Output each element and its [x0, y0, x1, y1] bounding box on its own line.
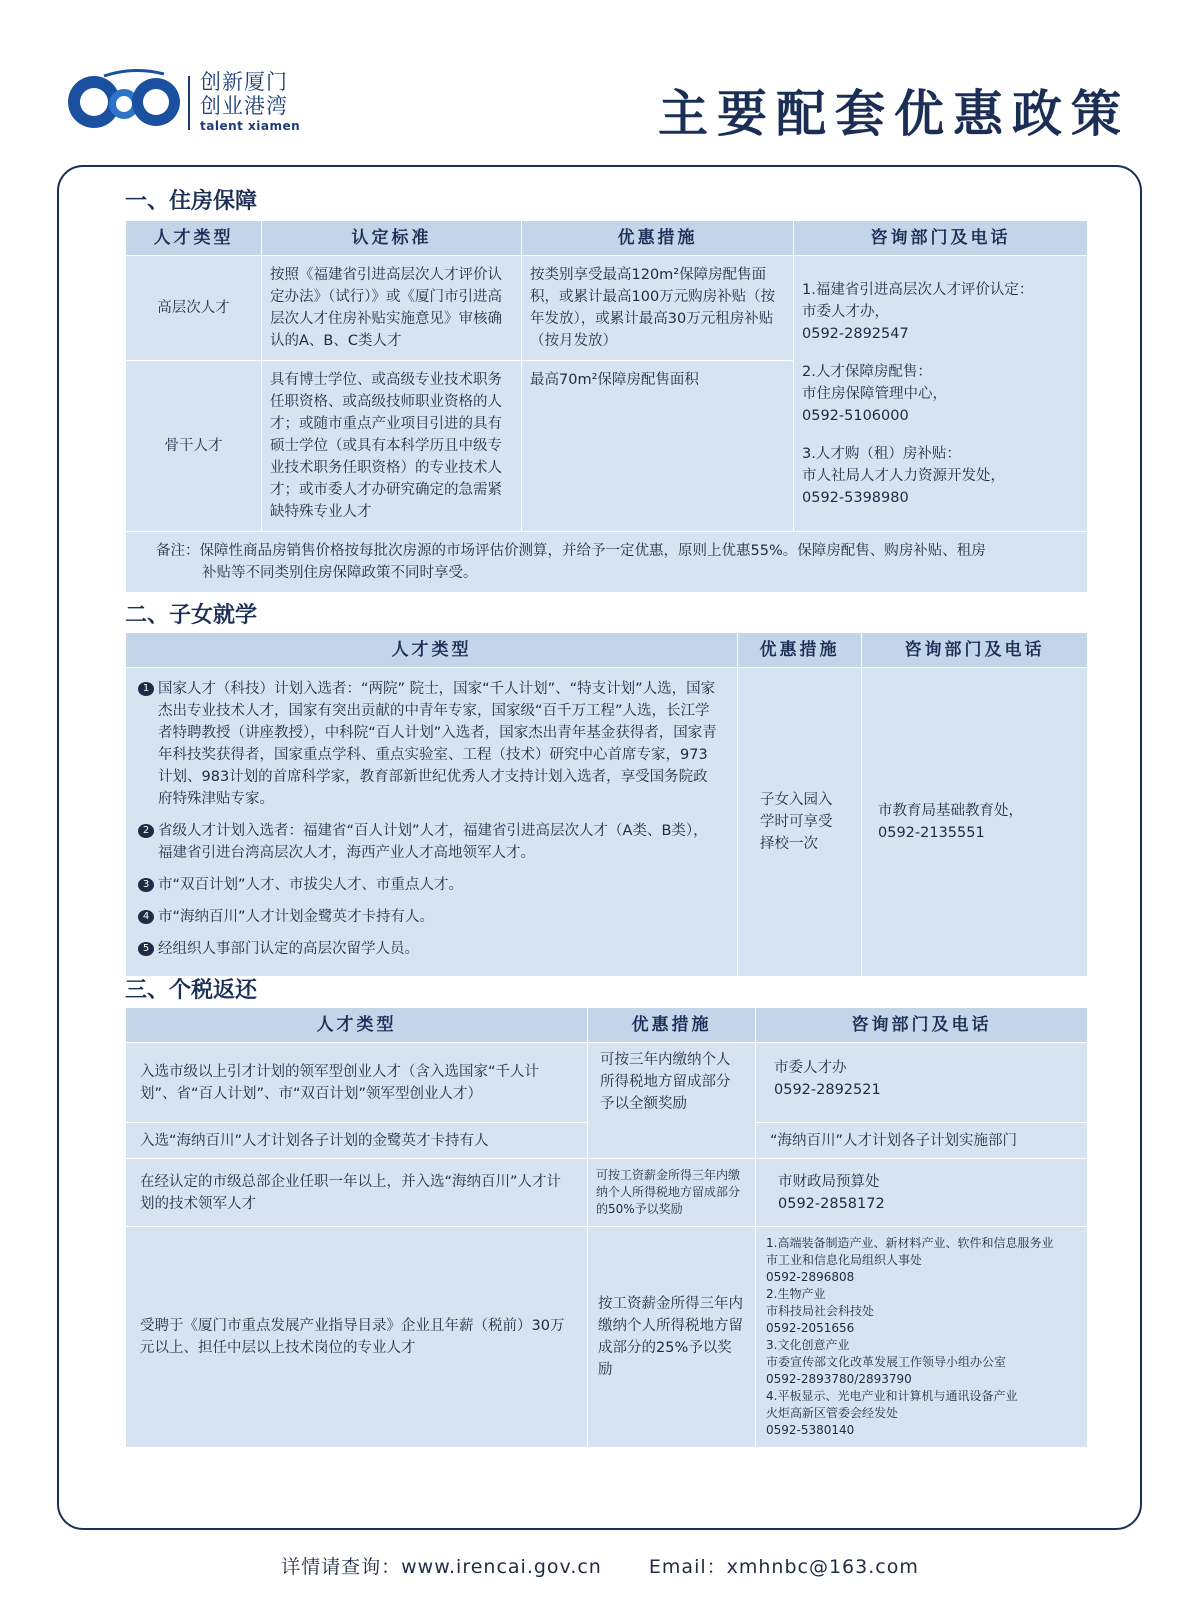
housing-type-cell: 高层次人才	[126, 256, 262, 361]
number-badge: 2	[138, 824, 154, 838]
education-header-contact: 咨询部门及电话	[862, 633, 1088, 668]
logo-line-2: 创业港湾	[200, 94, 288, 119]
contact-phone: 0592-2896808	[766, 1270, 855, 1284]
contact-line: 市工业和信息化局组织人事处	[766, 1253, 923, 1267]
contact-line: 市住房保障管理中心，	[802, 385, 947, 402]
education-table	[125, 632, 1088, 977]
contact-line: 市科技局社会科技处	[766, 1304, 875, 1318]
education-contact-cell	[862, 668, 1088, 977]
tax-contact-cell	[756, 1159, 1088, 1227]
list-item-text: 市“海纳百川”人才计划金鹭英才卡持有人。	[158, 909, 435, 925]
footer-website-link[interactable]: 详情请查询：www.irencai.gov.cn	[281, 1556, 602, 1578]
table-row	[126, 256, 1088, 361]
table-row	[126, 1227, 1088, 1448]
footer	[0, 1552, 1200, 1579]
housing-type-cell: 骨干人才	[126, 361, 262, 532]
contact-phone: 0592-5380140	[766, 1423, 855, 1437]
contact-line: 市委人才办	[774, 1060, 847, 1076]
contact-phone: 0592-2858172	[778, 1195, 885, 1212]
number-badge: 4	[138, 910, 154, 924]
housing-note-row	[126, 532, 1088, 593]
contact-phone: 0592-5398980	[802, 489, 909, 506]
contact-line: 3.人才购（租）房补贴：	[802, 445, 961, 462]
tax-benefit-cell: 可按工资薪金所得三年内缴纳个人所得税地方留成部分的50%予以奖励	[588, 1159, 756, 1227]
housing-contact-cell	[794, 256, 1088, 532]
contact-line: 4.平板显示、光电产业和计算机与通讯设备产业	[766, 1389, 1018, 1403]
contact-phone: 0592-5106000	[802, 407, 909, 424]
housing-criteria-cell: 按照《福建省引进高层次人才评价认定办法》（试行）》或《厦门市引进高层次人才住房补贴实施意见》审核确认的A、B、C类人才	[262, 256, 522, 361]
table-row	[126, 1159, 1088, 1227]
logo-divider	[188, 76, 190, 130]
number-badge: 5	[138, 942, 154, 956]
contact-line: 1.高端装备制造产业、新材料产业、软件和信息服务业	[766, 1236, 1054, 1250]
table-row	[126, 1043, 1088, 1123]
logo-text	[200, 70, 300, 134]
education-header-type: 人才类型	[126, 633, 738, 668]
housing-header-contact: 咨询部门及电话	[794, 221, 1088, 256]
list-item-text: 市“双百计划”人才、市拔尖人才、市重点人才。	[158, 877, 464, 893]
education-benefit-cell: 子女入园入学时可享受择校一次	[738, 668, 862, 977]
tax-header-type: 人才类型	[126, 1008, 588, 1043]
housing-criteria-cell: 具有博士学位、或高级专业技术职务任职资格、或高级技师职业资格的人才；或随市重点产业项目引进的具有硕士学位（或具有本科学历且中级专业技术职务任职资格）的专业技术人才；或市委人才办研究确定的急需紧缺特殊专业人才	[262, 361, 522, 532]
contact-line: 火炬高新区管委会经发处	[766, 1406, 899, 1420]
housing-section-title: 一、住房保障	[125, 189, 258, 214]
tax-header-row	[126, 1008, 1088, 1043]
tax-benefit-cell: 按工资薪金所得三年内缴纳个人所得税地方留成部分的25%予以奖励	[588, 1227, 756, 1448]
list-item-text: 经组织人事部门认定的高层次留学人员。	[158, 941, 419, 957]
tax-header-contact: 咨询部门及电话	[756, 1008, 1088, 1043]
tax-header-benefit: 优惠措施	[588, 1008, 756, 1043]
tax-type-cell: 受聘于《厦门市重点发展产业指导目录》企业且年薪（税前）30万元以上、担任中层以上技术岗位的专业人才	[126, 1227, 588, 1448]
note-line-1: 备注：保障性商品房销售价格按每批次房源的市场评估价测算，并给予一定优惠，原则上优惠55%。保障房配售、购房补贴、租房	[156, 543, 986, 559]
list-item	[138, 820, 719, 864]
education-section-title: 二、子女就学	[125, 603, 258, 628]
tax-contact-cell: “海纳百川”人才计划各子计划实施部门	[756, 1123, 1088, 1159]
logo-line-1: 创新厦门	[200, 70, 288, 94]
logo-line-3: talent xiamen	[200, 119, 301, 134]
tax-table	[125, 1007, 1088, 1448]
housing-benefit-cell: 按类别享受最高120m²保障房配售面积，或累计最高100万元购房补贴（按年发放），或累计最高30万元租房补贴（按月发放）	[522, 256, 794, 361]
tax-type-cell: 入选“海纳百川”人才计划各子计划的金鹭英才卡持有人	[126, 1123, 588, 1159]
education-header-benefit: 优惠措施	[738, 633, 862, 668]
list-item	[138, 938, 719, 960]
housing-note	[126, 532, 1088, 593]
page-title: 主要配套优惠政策	[658, 84, 1130, 143]
contact-phone: 0592-2892547	[802, 325, 909, 342]
tax-type-cell: 入选市级以上引才计划的领军型创业人才（含入选国家“千人计划”、省“百人计划”、市“双百计划”领军型创业人才）	[126, 1043, 588, 1123]
contact-phone: 0592-2051656	[766, 1321, 855, 1335]
list-item	[138, 678, 719, 810]
education-type-cell	[126, 668, 738, 977]
contact-phone: 0592-2893780/2893790	[766, 1372, 912, 1386]
contact-line: 市委宣传部文化改革发展工作领导小组办公室	[766, 1355, 1007, 1369]
number-badge: 1	[138, 682, 154, 696]
talent-xiamen-logo	[64, 66, 184, 136]
housing-benefit-cell: 最高70m²保障房配售面积	[522, 361, 794, 532]
contact-line: 市委人才办，	[802, 303, 889, 320]
list-item	[138, 906, 719, 928]
contact-line: 市人社局人才人力资源开发处，	[802, 467, 1005, 484]
tax-contact-cell	[756, 1227, 1088, 1448]
housing-table	[125, 220, 1088, 593]
contact-line: 3.文化创意产业	[766, 1338, 850, 1352]
education-header-row	[126, 633, 1088, 668]
tax-type-cell: 在经认定的市级总部企业任职一年以上，并入选“海纳百川”人才计划的技术领军人才	[126, 1159, 588, 1227]
number-badge: 3	[138, 878, 154, 892]
list-item	[138, 874, 719, 896]
contact-line: 1.福建省引进高层次人才评价认定：	[802, 281, 1034, 298]
note-line-2: 补贴等不同类别住房保障政策不同时享受。	[202, 565, 478, 581]
contact-line: 2.生物产业	[766, 1287, 826, 1301]
tax-benefit-cell: 可按三年内缴纳个人所得税地方留成部分予以全额奖励	[588, 1043, 756, 1159]
tax-section-title: 三、个税返还	[125, 978, 258, 1003]
contact-phone: 0592-2135551	[878, 825, 985, 841]
contact-phone: 0592-2892521	[774, 1082, 881, 1098]
footer-email-link[interactable]: Email：xmhnbc@163.com	[648, 1556, 919, 1578]
list-item-text: 省级人才计划入选者：福建省“百人计划”人才，福建省引进高层次人才（A类、B类），福建省引进台湾高层次人才，海西产业人才高地领军人才。	[158, 823, 708, 861]
housing-header-criteria: 认定标准	[262, 221, 522, 256]
contact-line: 市财政局预算处	[778, 1173, 880, 1190]
contact-line: 2.人才保障房配售：	[802, 363, 932, 380]
list-item-text: 国家人才（科技）计划入选者：“两院” 院士，国家“千人计划”、“特支计划”人选，国家杰出专业技术人才，国家有突出贡献的中青年专家，国家级“百千万工程”人选，长江学者特聘教授（讲座教授），中科院“百人计划”入选者，国家杰出青年基金获得者，国家青年科技奖获得者，国家重点学科、重点实验室、工程（技术）研究中心首席专家，973计划、983计划的首席科学家，教育部新世纪优秀人才支持计划入选者，享受国务院政府特殊津贴专家。	[158, 681, 717, 807]
housing-header-benefit: 优惠措施	[522, 221, 794, 256]
housing-header-row	[126, 221, 1088, 256]
contact-line: 市教育局基础教育处，	[878, 803, 1023, 819]
tax-contact-cell	[756, 1043, 1088, 1123]
table-row	[126, 668, 1088, 977]
housing-header-type: 人才类型	[126, 221, 262, 256]
